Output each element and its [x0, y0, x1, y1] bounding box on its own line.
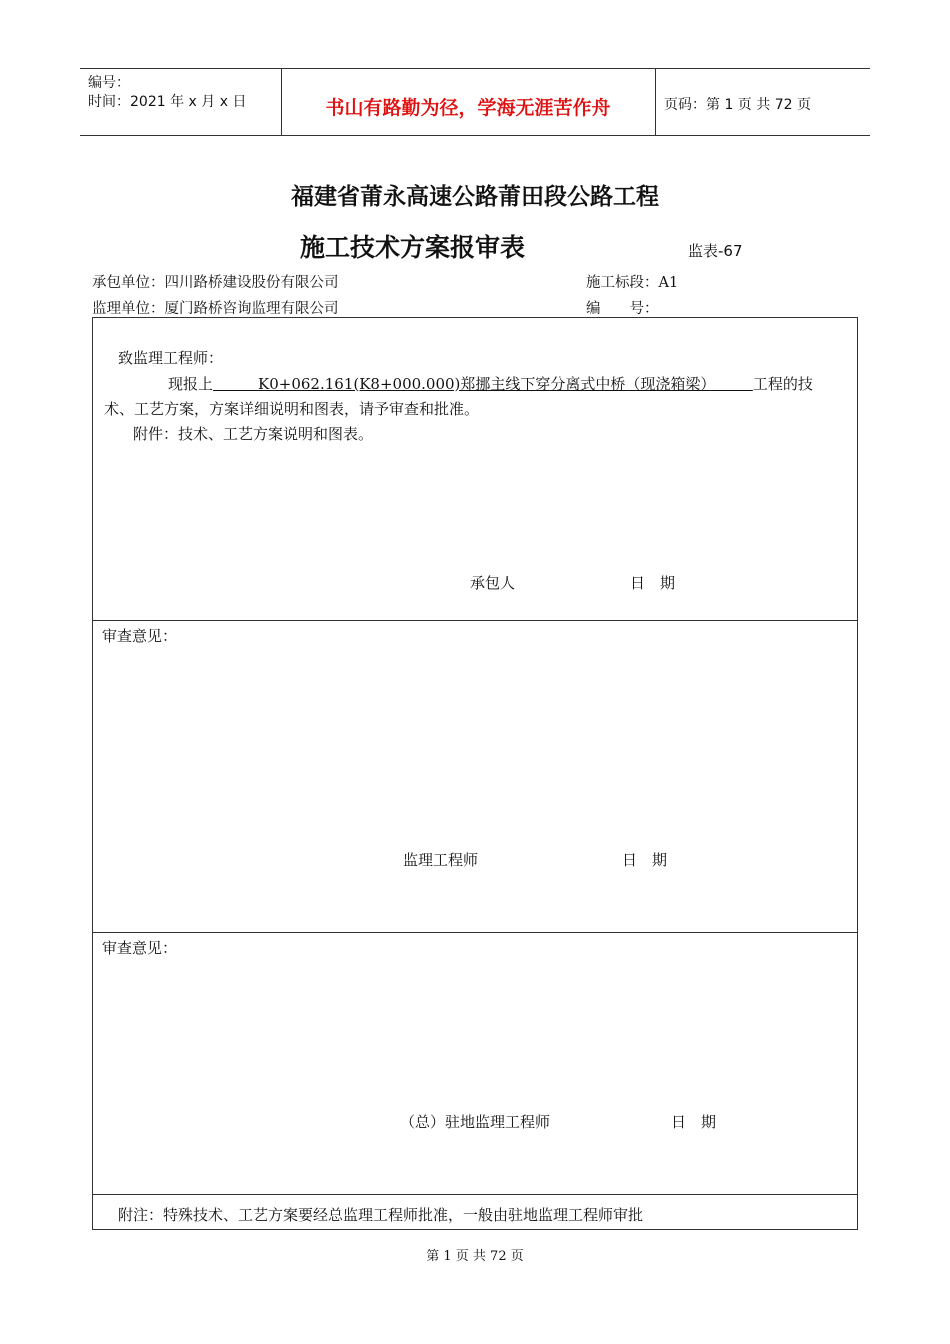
resident-engineer-signature-label: （总）驻地监理工程师: [400, 1113, 551, 1131]
report-statement: [168, 372, 858, 396]
table-divider-1: [93, 620, 857, 621]
table-divider-3: [93, 1194, 857, 1195]
engineer-signature-label: 监理工程师: [403, 851, 479, 869]
form-code: 监表-67: [688, 242, 743, 260]
contractor-signature-label: 承包人: [470, 574, 516, 592]
header-time-label: 时间：2021 年 x 月 x 日: [88, 94, 247, 110]
report-project-name: K0+062.161(K8+000.000)郑挪主线下穿分离式中桥（现浇箱梁）: [213, 375, 753, 393]
review-opinion-label-1: 审查意见：: [102, 627, 178, 645]
supervisor-unit: 监理单位：厦门路桥咨询监理有限公司: [92, 301, 339, 317]
report-prefix: 现报上: [168, 375, 214, 393]
construction-section: 施工标段：A1: [586, 275, 679, 291]
table-divider-2: [93, 932, 857, 933]
resident-engineer-date-label: 日 期: [671, 1113, 717, 1131]
review-form-table: [92, 317, 858, 1230]
addressee: 致监理工程师：: [118, 349, 224, 367]
page-footer: 第 1 页 共 72 页: [426, 1249, 524, 1264]
document-title: 福建省莆永高速公路莆田段公路工程: [291, 184, 659, 210]
form-title: 施工技术方案报审表: [300, 233, 526, 262]
form-footnote: 附注：特殊技术、工艺方案要经总监理工程师批准，一般由驻地监理工程师审批: [118, 1206, 644, 1224]
attachment-note: 附件：技术、工艺方案说明和图表。: [133, 425, 374, 443]
report-statement-continued: 术、工艺方案，方案详细说明和图表，请予审查和批准。: [104, 400, 480, 418]
header-divider-right: [655, 68, 656, 136]
header-page-label: 页码：第 1 页 共 72 页: [664, 97, 811, 113]
contractor-unit: 承包单位：四川路桥建设股份有限公司: [92, 275, 339, 291]
header-bottom-rule: [80, 135, 870, 136]
header-top-rule: [80, 68, 870, 69]
review-opinion-label-2: 审查意见：: [102, 939, 178, 957]
serial-number-label: 编 号：: [586, 301, 659, 317]
contractor-date-label: 日 期: [630, 574, 676, 592]
report-suffix: 工程的技: [752, 375, 813, 393]
header-motto: 书山有路勤为径，学海无涯苦作舟: [325, 97, 611, 119]
header-number-label: 编号：: [88, 75, 130, 91]
engineer-date-label: 日 期: [622, 851, 668, 869]
